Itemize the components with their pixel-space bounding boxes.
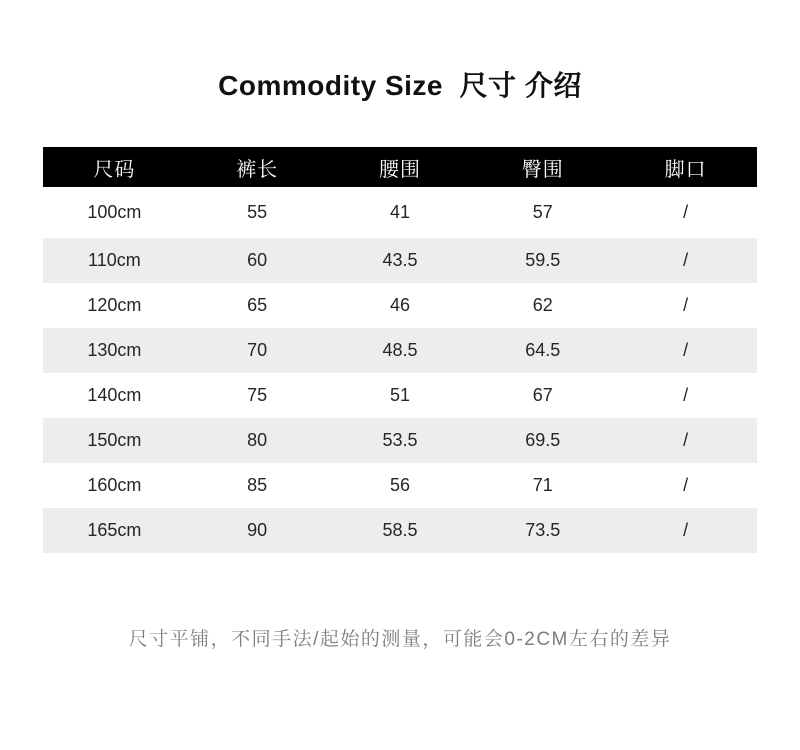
column-header-1: 尺码 <box>93 158 136 181</box>
table-cell: 59.5 <box>525 250 561 270</box>
table-row <box>43 418 757 463</box>
table-cell: 85 <box>247 475 268 495</box>
table-cell: 60 <box>247 250 268 270</box>
table-cell: 48.5 <box>382 340 418 360</box>
table-cell: / <box>683 202 689 222</box>
table-header-row <box>43 147 757 187</box>
table-cell: 110cm <box>88 250 141 270</box>
table-cell: 71 <box>532 475 553 495</box>
table-row <box>43 238 757 283</box>
table-cell: 62 <box>532 295 553 315</box>
table-cell: 120cm <box>87 295 142 315</box>
table-cell: 65 <box>247 295 268 315</box>
table-cell: 150cm <box>87 430 142 450</box>
table-row <box>43 463 757 508</box>
table-row <box>43 373 757 418</box>
table-cell: 80 <box>247 430 268 450</box>
table-row <box>43 283 757 328</box>
table-cell: 41 <box>389 202 410 222</box>
table-row <box>43 187 757 238</box>
table-cell: 53.5 <box>382 430 418 450</box>
size-table <box>43 147 757 553</box>
table-cell: / <box>683 250 689 270</box>
table-body <box>43 187 757 553</box>
measurement-note: 尺寸平铺，不同手法/起始的测量，可能会0-2CM左右的差异 <box>128 629 672 650</box>
table-cell: 46 <box>389 295 410 315</box>
table-cell: / <box>683 520 689 540</box>
table-cell: 140cm <box>87 385 142 405</box>
table-cell: 67 <box>532 385 553 405</box>
table-cell: 57 <box>532 202 553 222</box>
table-cell: 55 <box>247 202 268 222</box>
table-cell: 56 <box>389 475 410 495</box>
column-header-4: 臀围 <box>521 158 564 181</box>
table-cell: / <box>683 430 689 450</box>
table-cell: 100cm <box>87 202 142 222</box>
table-cell: 69.5 <box>525 430 561 450</box>
column-header-5: 脚口 <box>664 158 707 181</box>
table-row <box>43 508 757 553</box>
table-cell: 51 <box>389 385 410 405</box>
page-title: Commodity Size 尺寸 介绍 <box>218 70 582 101</box>
table-cell: 160cm <box>87 475 142 495</box>
table-cell: / <box>683 340 689 360</box>
table-cell: 90 <box>247 520 268 540</box>
table-cell: / <box>683 385 689 405</box>
table-cell: / <box>683 295 689 315</box>
column-header-3: 腰围 <box>378 158 421 181</box>
table-cell: 70 <box>247 340 268 360</box>
table-cell: 64.5 <box>525 340 561 360</box>
table-cell: 165cm <box>87 520 142 540</box>
table-cell: / <box>683 475 689 495</box>
table-cell: 73.5 <box>525 520 561 540</box>
table-cell: 58.5 <box>382 520 418 540</box>
table-cell: 130cm <box>87 340 142 360</box>
table-cell: 75 <box>247 385 268 405</box>
table-cell: 43.5 <box>382 250 418 270</box>
column-header-2: 裤长 <box>236 158 279 181</box>
table-row <box>43 328 757 373</box>
